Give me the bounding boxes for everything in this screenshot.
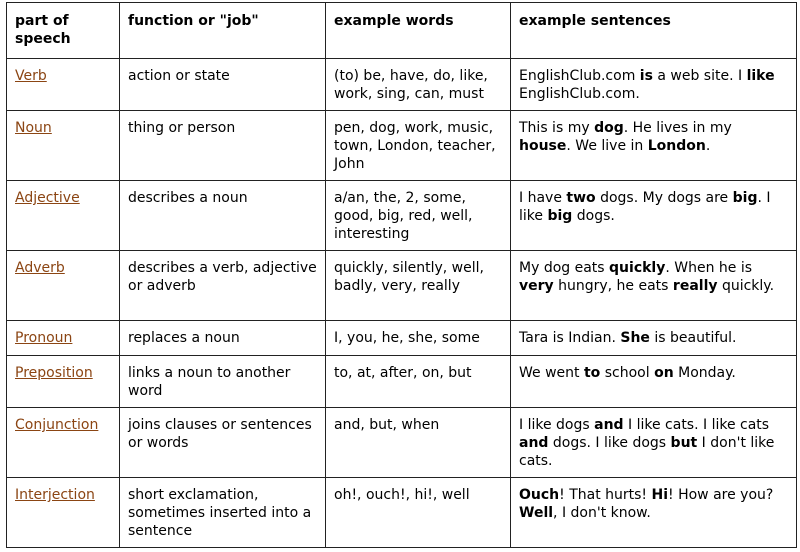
highlighted-word: quickly <box>609 260 666 276</box>
table-header-row <box>7 3 797 59</box>
example-words-cell: to, at, after, on, but <box>326 356 511 408</box>
table-row <box>7 181 797 251</box>
part-of-speech-link[interactable]: Verb <box>15 68 47 84</box>
example-words-cell: I, you, he, she, some <box>326 321 511 356</box>
part-of-speech-cell <box>7 321 120 356</box>
highlighted-word: She <box>620 330 650 346</box>
sentence-text: . <box>705 138 711 154</box>
function-cell: replaces a noun <box>120 321 326 356</box>
highlighted-word: big <box>732 190 758 206</box>
part-of-speech-link[interactable]: Conjunction <box>15 417 99 433</box>
highlighted-word: and <box>519 435 549 451</box>
highlighted-word: house <box>519 138 567 154</box>
highlighted-word: and <box>594 417 624 433</box>
part-of-speech-cell <box>7 478 120 548</box>
sentence-text: EnglishClub.com <box>519 68 640 84</box>
highlighted-word: two <box>566 190 596 206</box>
function-cell: describes a verb, adjective or adverb <box>120 251 326 321</box>
highlighted-word: London <box>647 138 706 154</box>
part-of-speech-cell <box>7 111 120 181</box>
sentence-text: I like dogs <box>519 417 595 433</box>
example-sentence-cell <box>511 356 797 408</box>
highlighted-word: really <box>672 278 718 294</box>
sentence-text: hungry, he eats <box>553 278 673 294</box>
example-sentence-cell <box>511 321 797 356</box>
header-example-words: example words <box>326 3 511 59</box>
sentence-text: school <box>600 365 655 381</box>
sentence-text: I have <box>519 190 567 206</box>
highlighted-word: but <box>670 435 698 451</box>
sentence-text: , I don't know. <box>553 505 651 521</box>
sentence-text: My dog eats <box>519 260 610 276</box>
sentence-text: I like cats. I like cats <box>623 417 770 433</box>
sentence-text: I don't like cats. <box>519 435 775 469</box>
example-words-cell: quickly, silently, well, badly, very, really <box>326 251 511 321</box>
example-sentence-cell <box>511 59 797 111</box>
highlighted-word: Ouch <box>519 487 560 503</box>
sentence-text: quickly. <box>717 278 775 294</box>
sentence-text: a web site. I <box>652 68 747 84</box>
sentence-text: dogs. My dogs are <box>595 190 733 206</box>
sentence-text: . We live in <box>566 138 648 154</box>
highlighted-word: is <box>639 68 653 84</box>
example-sentence-cell <box>511 478 797 548</box>
table-body <box>7 59 797 548</box>
part-of-speech-cell <box>7 251 120 321</box>
highlighted-word: like <box>746 68 775 84</box>
part-of-speech-cell <box>7 356 120 408</box>
sentence-text: ! That hurts! <box>559 487 652 503</box>
example-words-cell: (to) be, have, do, like, work, sing, can, must <box>326 59 511 111</box>
sentence-text: . When he is <box>665 260 753 276</box>
part-of-speech-cell <box>7 408 120 478</box>
highlighted-word: big <box>547 208 573 224</box>
header-part-of-speech: part of speech <box>7 3 120 59</box>
example-sentence-cell <box>511 181 797 251</box>
part-of-speech-link[interactable]: Adjective <box>15 190 80 206</box>
table-row <box>7 321 797 356</box>
table-row <box>7 59 797 111</box>
example-words-cell: oh!, ouch!, hi!, well <box>326 478 511 548</box>
table-row <box>7 111 797 181</box>
part-of-speech-cell <box>7 59 120 111</box>
sentence-text: . He lives in my <box>623 120 732 136</box>
header-example-sentences: example sentences <box>511 3 797 59</box>
highlighted-word: on <box>654 365 674 381</box>
highlighted-word: Hi <box>651 487 669 503</box>
sentence-text: This is my <box>519 120 595 136</box>
function-cell: describes a noun <box>120 181 326 251</box>
sentence-text: Tara is Indian. <box>519 330 621 346</box>
highlighted-word: very <box>519 278 554 294</box>
highlighted-word: Well <box>519 505 554 521</box>
sentence-text: ! How are you? <box>668 487 774 503</box>
table-row <box>7 408 797 478</box>
parts-of-speech-table <box>6 2 797 548</box>
function-cell: thing or person <box>120 111 326 181</box>
part-of-speech-link[interactable]: Adverb <box>15 260 65 276</box>
part-of-speech-cell <box>7 181 120 251</box>
sentence-text: is beautiful. <box>649 330 737 346</box>
sentence-text: . I like <box>519 190 771 224</box>
example-words-cell: pen, dog, work, music, town, London, teacher, John <box>326 111 511 181</box>
sentence-text: EnglishClub.com. <box>519 86 640 102</box>
sentence-text: dogs. I like dogs <box>548 435 671 451</box>
table-row <box>7 356 797 408</box>
table-row <box>7 251 797 321</box>
function-cell: short exclamation, sometimes inserted into a sentence <box>120 478 326 548</box>
table-row <box>7 478 797 548</box>
example-words-cell: and, but, when <box>326 408 511 478</box>
highlighted-word: to <box>583 365 601 381</box>
example-sentence-cell <box>511 251 797 321</box>
highlighted-word: dog <box>594 120 624 136</box>
function-cell: links a noun to another word <box>120 356 326 408</box>
header-function: function or "job" <box>120 3 326 59</box>
part-of-speech-link[interactable]: Preposition <box>15 365 93 381</box>
example-words-cell: a/an, the, 2, some, good, big, red, well, interesting <box>326 181 511 251</box>
part-of-speech-link[interactable]: Interjection <box>15 487 95 503</box>
part-of-speech-link[interactable]: Noun <box>15 120 52 136</box>
example-sentence-cell <box>511 111 797 181</box>
sentence-text: Monday. <box>673 365 736 381</box>
function-cell: action or state <box>120 59 326 111</box>
sentence-text: dogs. <box>572 208 615 224</box>
example-sentence-cell <box>511 408 797 478</box>
sentence-text: We went <box>519 365 584 381</box>
part-of-speech-link[interactable]: Pronoun <box>15 330 73 346</box>
function-cell: joins clauses or sentences or words <box>120 408 326 478</box>
